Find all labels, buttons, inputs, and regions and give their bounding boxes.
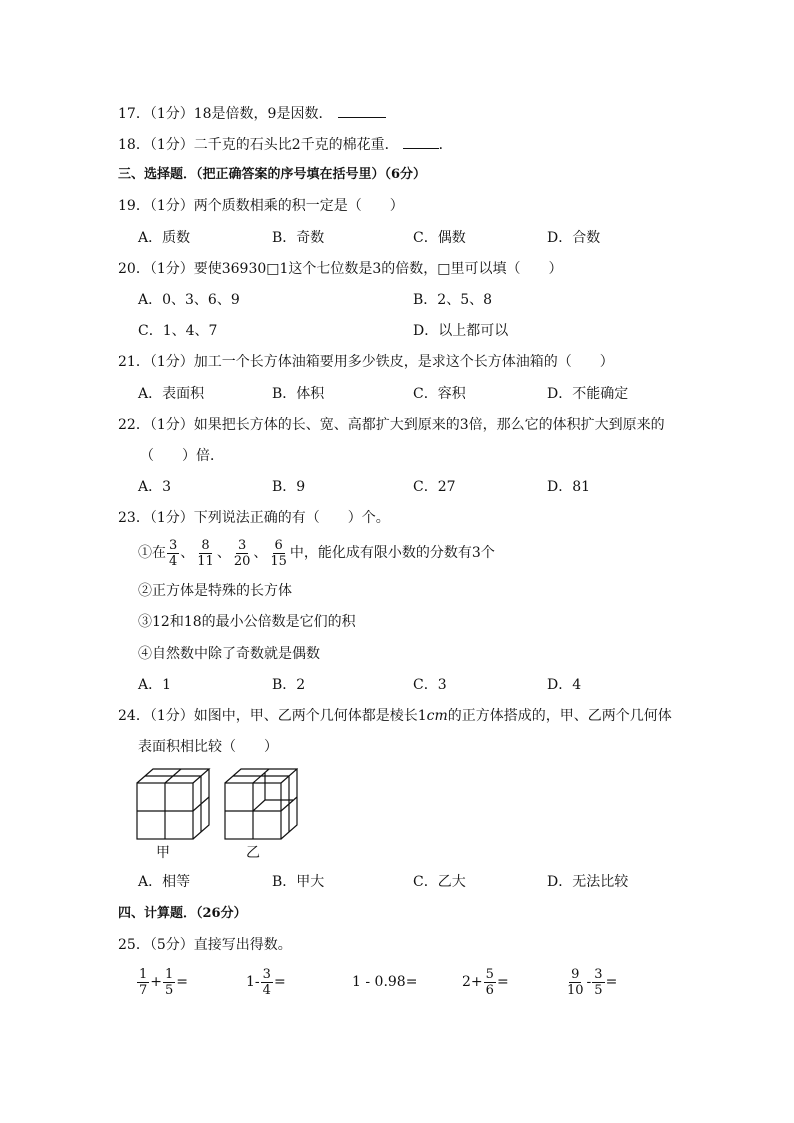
label-yi: 乙 <box>246 845 260 861</box>
q24-option-b[interactable]: B．甲大 <box>272 874 325 890</box>
question-18: 18．（1分）二千克的石头比2千克的棉花重． ． <box>118 137 453 153</box>
q24-option-d[interactable]: D．无法比较 <box>547 874 629 890</box>
q22-option-c[interactable]: C．27 <box>413 479 456 495</box>
q19-option-a[interactable]: A．质数 <box>138 230 191 246</box>
fraction: $\frac{3}{20}$ <box>233 537 251 569</box>
q23-option-d[interactable]: D．4 <box>547 677 582 693</box>
question-20-text: 20．（1分）要使36930□1这个七位数是3的倍数，□里可以填（ ） <box>118 261 563 277</box>
expression-5: $\frac{9}{10}$ - $\frac{3}{5}$ = <box>567 966 618 998</box>
expression-1: $\frac{1}{7}$ + $\frac{1}{5}$ = <box>139 966 189 998</box>
q24-option-a[interactable]: A．相等 <box>138 874 191 890</box>
label-jia: 甲 <box>156 845 170 861</box>
question-18-text: 18．（1分）二千克的石头比2千克的棉花重． <box>118 137 399 153</box>
q22-option-b[interactable]: B．9 <box>272 479 306 495</box>
expression-2: 1- $\frac{3}{4}$ = <box>246 966 286 998</box>
question-24-text-cont: 表面积相比较（ ） <box>138 739 278 755</box>
question-22-text-cont: （ ）倍． <box>140 448 224 464</box>
q23-statement-3: ③12和18的最小公倍数是它们的积 <box>138 614 356 630</box>
q20-option-d[interactable]: D．以上都可以 <box>413 323 509 339</box>
solid-yi-figure <box>222 766 298 842</box>
q23-statement-4: ④自然数中除了奇数就是偶数 <box>138 646 320 662</box>
question-21-text: 21．（1分）加工一个长方体油箱要用多少铁皮，是求这个长方体油箱的（ ） <box>118 354 614 370</box>
fraction: $\frac{8}{11}$ <box>197 537 214 569</box>
q19-option-b[interactable]: B．奇数 <box>272 230 325 246</box>
q21-option-c[interactable]: C．容积 <box>413 386 466 402</box>
answer-blank-17[interactable] <box>338 104 386 118</box>
solid-jia-figure <box>134 766 212 842</box>
fraction: $\frac{6}{15}$ <box>270 537 287 569</box>
answer-blank-18[interactable] <box>403 135 439 149</box>
q23-statement-1: ①在 $\frac{3}{4}$ 、 $\frac{8}{11}$ 、 $\frac{3}{20}$ 、 $\frac{6}{15}$ 中，能化成有限小数的分数有3个 <box>138 537 495 569</box>
q23-statement-2: ②正方体是特殊的长方体 <box>138 583 292 599</box>
question-17-text: 17．（1分）18是倍数，9是因数． <box>118 106 333 122</box>
question-17 <box>118 104 386 123</box>
question-24-text: 24．（1分）如图中，甲、乙两个几何体都是棱长1cm的正方体搭成的，甲、乙两个几何体 <box>118 708 672 724</box>
q20-option-b[interactable]: B．2、5、8 <box>413 292 493 308</box>
section-3-title: 三、选择题．（把正确答案的序号填在括号里）（6分） <box>118 167 427 182</box>
section-4-title: 四、计算题．（26分） <box>118 906 247 921</box>
question-23-text: 23．（1分）下列说法正确的有（ ）个。 <box>118 510 390 526</box>
q24-option-c[interactable]: C．乙大 <box>413 874 466 890</box>
q21-option-a[interactable]: A．表面积 <box>138 386 205 402</box>
q22-option-a[interactable]: A．3 <box>138 479 172 495</box>
q23-option-c[interactable]: C．3 <box>413 677 447 693</box>
expression-4: 2+ $\frac{5}{6}$ = <box>462 966 509 998</box>
question-19-text: 19．（1分）两个质数相乘的积一定是（ ） <box>118 198 404 214</box>
q19-option-d[interactable]: D．合数 <box>547 230 601 246</box>
q23-option-b[interactable]: B．2 <box>272 677 306 693</box>
question-22-text: 22．（1分）如果把长方体的长、宽、高都扩大到原来的3倍，那么它的体积扩大到原来的 <box>118 417 665 433</box>
q23-option-a[interactable]: A．1 <box>138 677 172 693</box>
q19-option-c[interactable]: C．偶数 <box>413 230 466 246</box>
q20-option-c[interactable]: C．1、4、7 <box>138 323 218 339</box>
fraction: $\frac{3}{4}$ <box>169 537 178 569</box>
q20-option-a[interactable]: A．0、3、6、9 <box>138 292 240 308</box>
expression-3: 1 - 0.98= <box>352 974 418 990</box>
question-25-text: 25．（5分）直接写出得数。 <box>118 937 292 953</box>
q22-option-d[interactable]: D．81 <box>547 479 591 495</box>
q21-option-b[interactable]: B．体积 <box>272 386 325 402</box>
q21-option-d[interactable]: D．不能确定 <box>547 386 629 402</box>
